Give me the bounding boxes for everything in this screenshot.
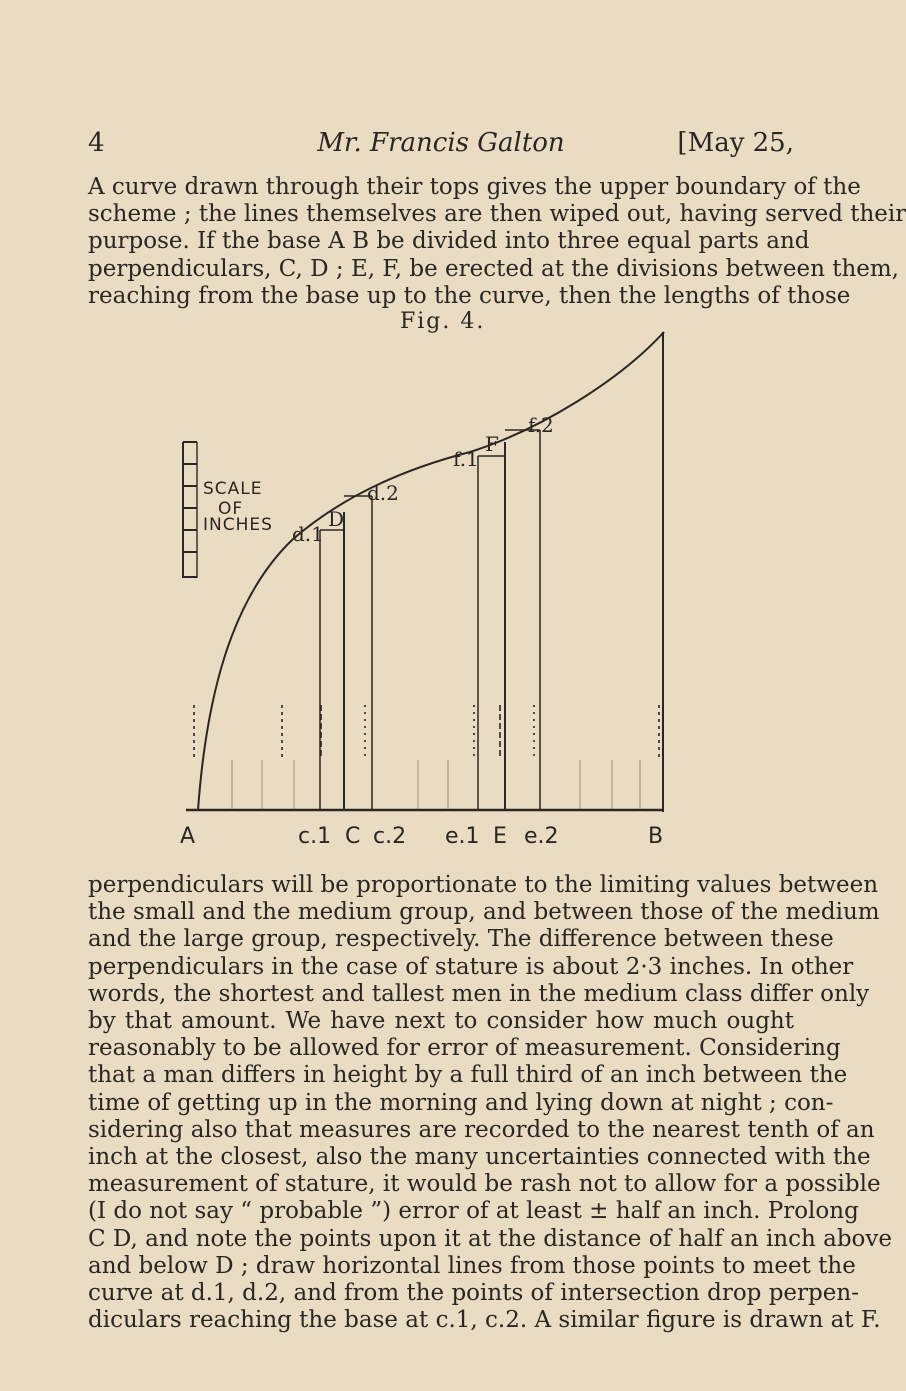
text-line: inch at the closest, also the many uncertainties connected with the — [88, 1144, 871, 1171]
figure-caption: Fig. 4. — [400, 309, 486, 334]
paragraph-2 — [88, 872, 893, 1334]
label-F: F — [485, 432, 499, 456]
text-line: and the large group, respectively. The difference between these — [88, 926, 834, 953]
text-line: curve at d.1, d.2, and from the points of intersection drop perpen- — [88, 1280, 859, 1307]
scale-label-line-3: INCHES — [203, 515, 273, 535]
label-f2: f.2 — [528, 413, 554, 437]
text-line: time of getting up in the morning and lying down at night ; con- — [88, 1089, 834, 1116]
text-line: the small and the medium group, and between those of the medium — [88, 899, 880, 926]
text-line: (I do not say “ probable ”) error of at least ± half an inch. Prolong — [88, 1198, 859, 1225]
label-E: E — [493, 824, 507, 849]
text-line: perpendiculars in the case of stature is about 2·3 inches. In other — [88, 953, 854, 980]
text-line: by that amount. We have next to consider how much ought — [88, 1008, 794, 1035]
running-date: [May 25, — [677, 128, 794, 158]
text-line: diculars reaching the base at c.1, c.2. A similar figure is drawn at F. — [88, 1307, 881, 1334]
label-C: C — [345, 824, 361, 849]
label-d2: d.2 — [367, 481, 399, 505]
label-f1: f.1 — [453, 447, 479, 471]
scale-label-line-1: SCALE — [203, 479, 263, 499]
label-e1: e.1 — [445, 824, 480, 849]
text-line: A curve drawn through their tops gives the upper boundary of the — [88, 174, 861, 200]
text-line: perpendiculars will be proportionate to the limiting values between — [88, 872, 879, 898]
scale-of-inches — [183, 442, 197, 578]
text-line: and below D ; draw horizontal lines from those points to meet the — [88, 1252, 856, 1279]
running-title: Mr. Francis Galton — [317, 128, 565, 158]
text-line: purpose. If the base A B be divided into three equal parts and — [88, 228, 810, 255]
text-line: measurement of stature, it would be rash not to allow for a possible — [88, 1171, 881, 1198]
label-c2: c.2 — [373, 824, 407, 849]
text-line: reaching from the base up to the curve, then the lengths of those — [88, 282, 851, 309]
text-line: scheme ; the lines themselves are then wiped out, having served their — [88, 201, 906, 228]
distribution-curve — [198, 332, 664, 810]
label-e2: e.2 — [524, 824, 559, 849]
label-c1: c.1 — [298, 824, 332, 849]
text-line: sidering also that measures are recorded to the nearest tenth of an — [88, 1116, 875, 1143]
text-line: words, the shortest and tallest men in the medium class differ only — [88, 980, 870, 1007]
text-line: perpendiculars, C, D ; E, F, be erected at the divisions between them, — [88, 255, 899, 282]
label-D: D — [328, 507, 345, 531]
scale-label-line-2: OF — [218, 499, 244, 519]
text-line: reasonably to be allowed for error of measurement. Considering — [88, 1035, 841, 1062]
label-B: B — [648, 824, 664, 849]
page-number: 4 — [88, 128, 105, 158]
text-line: that a man differs in height by a full third of an inch between the — [88, 1062, 848, 1089]
text-line: C D, and note the points upon it at the distance of half an inch above — [88, 1225, 893, 1252]
label-A: A — [180, 824, 196, 849]
label-d1: d.1 — [292, 522, 324, 546]
